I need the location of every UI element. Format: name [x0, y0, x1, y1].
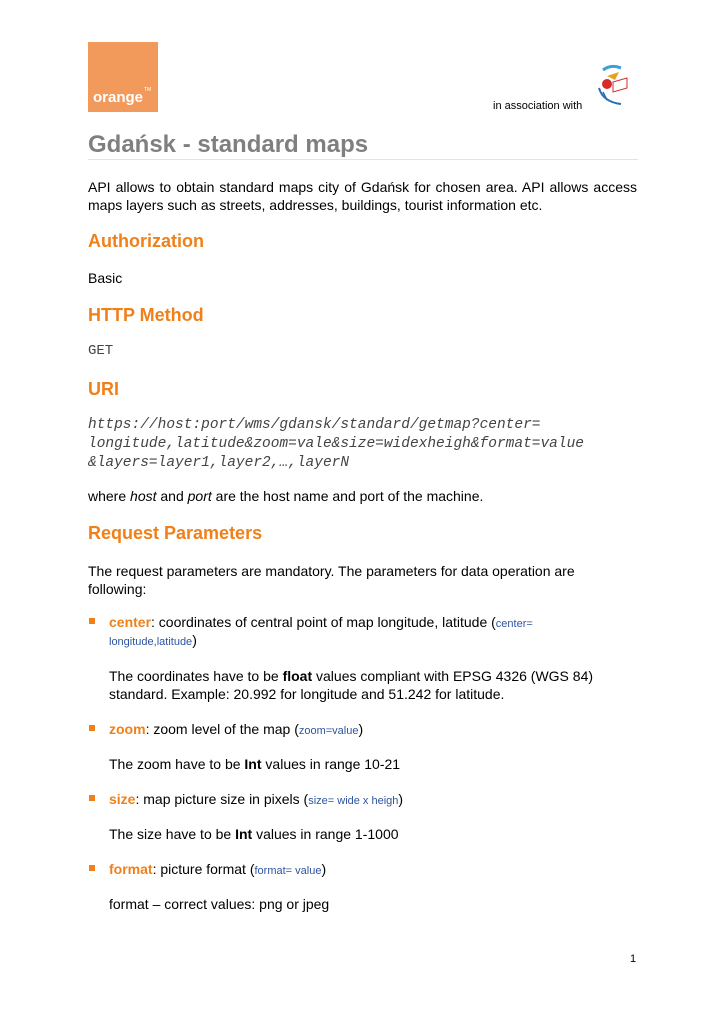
param-size: size: map picture size in pixels (size= wide x heigh)	[109, 791, 404, 807]
param-name: format	[109, 861, 153, 877]
uri-line: longitude,latitude&zoom=vale&size=widexheigh&format=value	[88, 436, 584, 452]
param-example: center=	[495, 618, 533, 630]
param-detail: The size have to be Int values in range 1-1000	[109, 826, 399, 842]
authorization-value: Basic	[88, 270, 123, 286]
title-divider	[88, 159, 638, 160]
uri-template	[88, 416, 648, 473]
param-name: size	[109, 791, 136, 807]
bullet-icon	[89, 865, 95, 871]
uri-note: where host and port are the host name and port of the machine.	[88, 488, 484, 504]
heading-http-method: HTTP Method	[88, 305, 204, 325]
http-method-value: GET	[88, 343, 114, 359]
params-intro-line: The request parameters are mandatory. The parameters for data operation are	[88, 563, 575, 579]
param-example: size= wide x heigh	[308, 795, 399, 807]
param-name: center	[109, 614, 152, 630]
param-detail: format – correct values: png or jpeg	[109, 896, 330, 912]
param-detail: The zoom have to be Int values in range 10-21	[109, 756, 401, 772]
orange-logo	[88, 42, 158, 112]
association-text: in association with	[493, 100, 583, 112]
param-name: zoom	[109, 721, 146, 737]
param-format: format: picture format (format= value)	[109, 861, 327, 877]
page-number: 1	[630, 953, 637, 965]
param-detail: standard. Example: 20.992 for longitude and 51.242 for latitude.	[109, 686, 505, 702]
param-example: longitude,latitude	[109, 636, 193, 648]
logo-trademark: TM	[144, 87, 152, 93]
host-term: host	[130, 488, 157, 504]
param-center: center: coordinates of central point of map longitude, latitude (center=	[109, 614, 533, 630]
param-center-cont: longitude,latitude)	[109, 632, 197, 648]
heading-authorization: Authorization	[88, 231, 204, 251]
heading-uri: URI	[88, 379, 119, 399]
port-term: port	[187, 488, 212, 504]
bullet-icon	[89, 725, 95, 731]
param-example: format= value	[254, 865, 322, 877]
param-example: zoom=value	[298, 725, 359, 737]
uri-line: &layers=layer1,layer2,…,layerN	[88, 455, 350, 471]
page-title: Gdańsk - standard maps	[88, 131, 369, 158]
partner-logo-icon	[593, 62, 639, 108]
param-zoom: zoom: zoom level of the map (zoom=value)	[109, 721, 364, 737]
logo-text: orange	[93, 89, 144, 106]
intro-paragraph: API allows to obtain standard maps city of Gdańsk for chosen area. API allows access maps layers such as streets, addresses, buildings, tourist information etc.	[88, 179, 637, 213]
param-detail: The coordinates have to be float values compliant with EPSG 4326 (WGS 84)	[109, 668, 594, 684]
bullet-icon	[89, 795, 95, 801]
params-intro-line: following:	[88, 581, 147, 597]
uri-line: https://host:port/wms/gdansk/standard/getmap?center=	[88, 417, 541, 433]
bullet-icon	[89, 618, 95, 624]
heading-request-parameters: Request Parameters	[88, 523, 263, 543]
